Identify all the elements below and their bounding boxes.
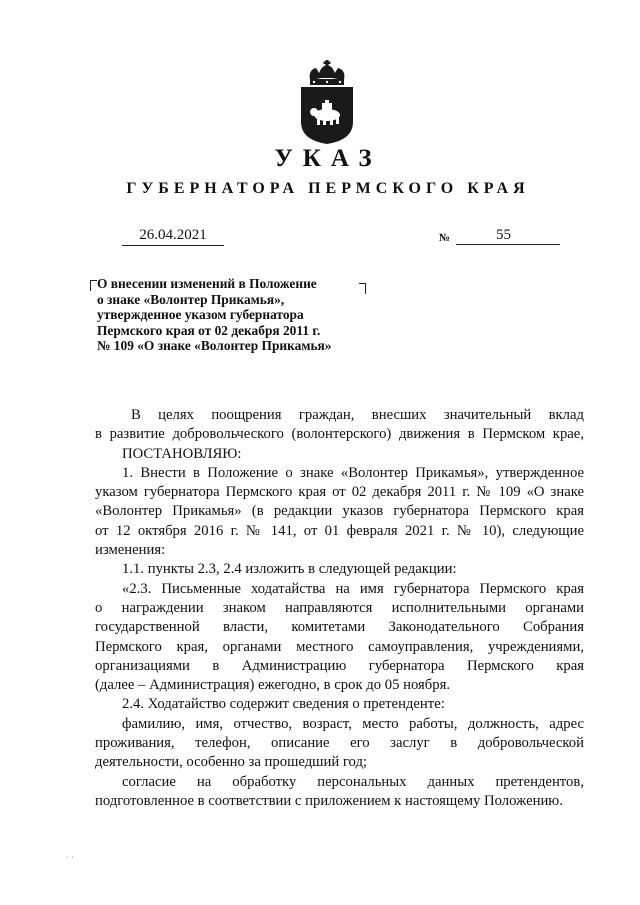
body-line: 1. Внести в Положение о знаке «Волонтер Прикамья», утвержденное — [122, 464, 584, 481]
decree-body — [95, 406, 584, 811]
body-line: фамилию, имя, отчество, возраст, место работы, должность, адрес — [122, 715, 584, 732]
coat-of-arms-icon — [298, 60, 356, 144]
subject-bracket-left — [90, 280, 97, 291]
body-line: указом губернатора Пермского края от 02 декабря 2011 г. № 109 «О знаке — [95, 484, 584, 501]
subject-line: О внесении изменений в Положение — [97, 276, 317, 291]
body-line: В целях поощрения граждан, внесших значительный вклад — [131, 407, 584, 423]
body-line: организациями в Администрацию губернатора Пермского края — [95, 657, 584, 674]
body-line: 1.1. пункты 2.3, 2.4 изложить в следующей редакции: — [122, 561, 457, 578]
body-line: о награждении знаком направляются исполнительными органами — [95, 599, 584, 616]
body-line: 2.4. Ходатайство содержит сведения о претенденте: — [122, 696, 445, 713]
body-line: государственной власти, комитетами Законодательного Собрания — [95, 619, 584, 636]
body-line: ПОСТАНОВЛЯЮ: — [122, 445, 242, 462]
subject-line: о знаке «Волонтер Прикамья», — [97, 291, 285, 307]
subject-line: № 109 «О знаке «Волонтер Прикамья» — [97, 338, 332, 353]
body-line: подготовленное в соответствии с приложением к настоящему Положению. — [95, 792, 563, 809]
body-line: проживания, телефон, описание его заслуг в добровольческой — [95, 735, 584, 752]
body-line: согласие на обработку персональных данных претендентов, — [122, 773, 584, 790]
document-title: УКАЗ — [274, 145, 382, 172]
crown-icon — [310, 60, 345, 85]
body-line: от 12 октября 2016 г. № 141, от 01 февраля 2021 г. № 10), следующие — [95, 522, 584, 539]
body-line: «2.3. Письменные ходатайства на имя губернатора Пермского края — [122, 580, 584, 597]
body-line: в развитие добровольческого (волонтерского) движения в Пермском крае, — [95, 426, 584, 443]
subject-line: Пермского края от 02 декабря 2011 г. — [97, 322, 321, 338]
decree-number: 55 — [456, 226, 560, 245]
subject-line: утвержденное указом губернатора — [97, 307, 304, 322]
body-line: изменения: — [95, 542, 166, 559]
body-line: Пермского края, органами местного самоуправления, учреждениями, — [95, 638, 584, 655]
decree-subject — [97, 276, 377, 354]
document-subtitle: ГУБЕРНАТОРА ПЕРМСКОГО КРАЯ — [126, 180, 530, 197]
number-sign: № — [439, 232, 451, 244]
body-line: (далее – Администрация) ежегодно, в срок до 05 ноября. — [95, 677, 451, 694]
body-line: «Волонтер Прикамья» (в редакции указов губернатора Пермского края — [95, 503, 584, 520]
decree-date: 26.04.2021 — [122, 226, 224, 246]
body-line: деятельности, особенно за прошедший год; — [95, 754, 368, 771]
scan-artifact: · · — [66, 853, 74, 862]
